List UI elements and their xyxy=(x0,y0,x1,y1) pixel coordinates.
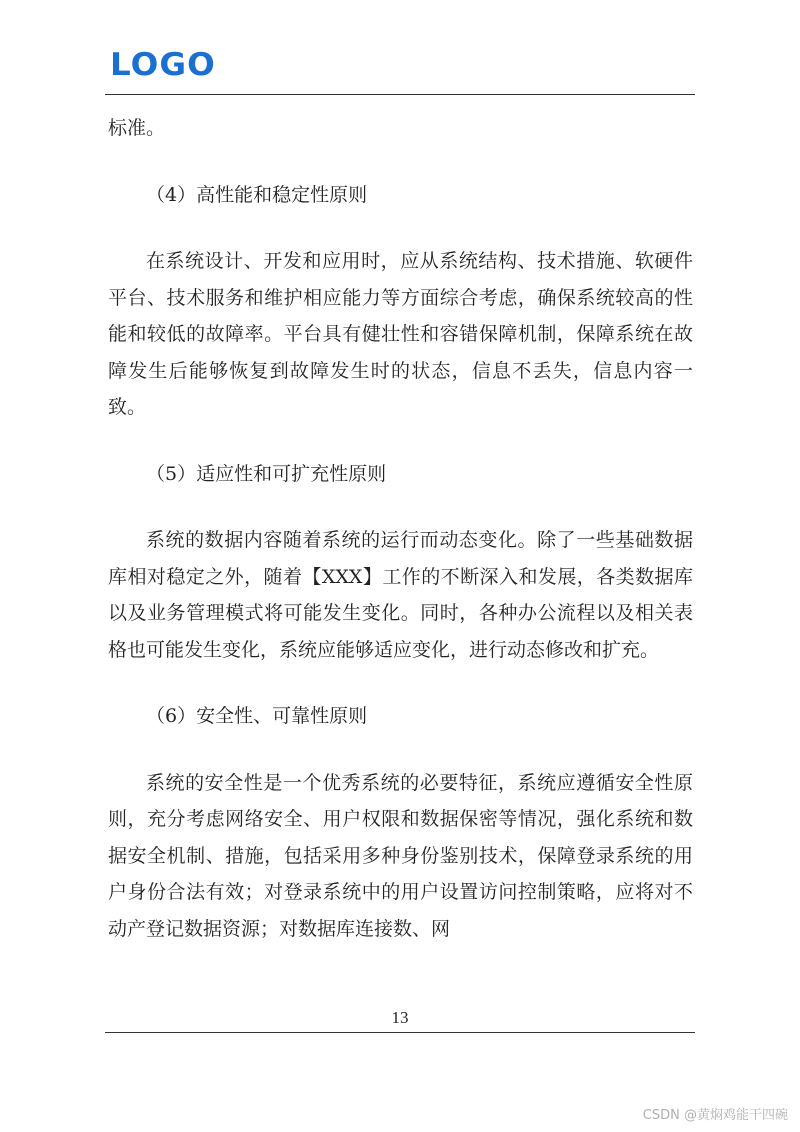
section-heading-6: （6）安全性、可靠性原则 xyxy=(146,705,368,727)
section-body-6: 系统的安全性是一个优秀系统的必要特征，系统应遵循安全性原则，充分考虑网络安全、用户权限和数据保密等情况，强化系统和数据安全机制、措施，包括采用多种身份鉴别技术，保障登录系统的用户身份合法有效；对登录系统中的用户设置访问控制策略，应将对不动产登记数据资源；对数据库连接数、网 xyxy=(108,771,693,940)
section-body-4: 在系统设计、开发和应用时，应从系统结构、技术措施、软硬件平台、技术服务和维护相应能力等方面综合考虑，确保系统较高的性能和较低的故障率。平台具有健壮性和容错保障机制，保障系统在故障发生后能够恢复到故障发生时的状态，信息不丢失，信息内容一致。 xyxy=(108,250,693,418)
section-body-5: 系统的数据内容随着系统的运行而动态变化。除了一些基础数据库相对稳定之外，随着【XXX】工作的不断深入和发展，各类数据库以及业务管理模式将可能发生变化。同时，各种办公流程以及相关表格也可能发生变化，系统应能够适应变化，进行动态修改和扩充。 xyxy=(108,529,693,661)
logo: LOGO xyxy=(110,47,216,83)
document-body xyxy=(108,110,693,977)
section-heading-5: （5）适应性和可扩充性原则 xyxy=(146,462,387,485)
header-divider xyxy=(105,94,695,95)
footer-divider xyxy=(105,1032,695,1033)
continuation-text: 标准。 xyxy=(108,117,166,139)
page-number: 13 xyxy=(391,1008,409,1027)
section-heading-4: （4）高性能和稳定性原则 xyxy=(146,183,368,206)
watermark: CSDN @黄焖鸡能干四碗 xyxy=(642,1108,788,1123)
